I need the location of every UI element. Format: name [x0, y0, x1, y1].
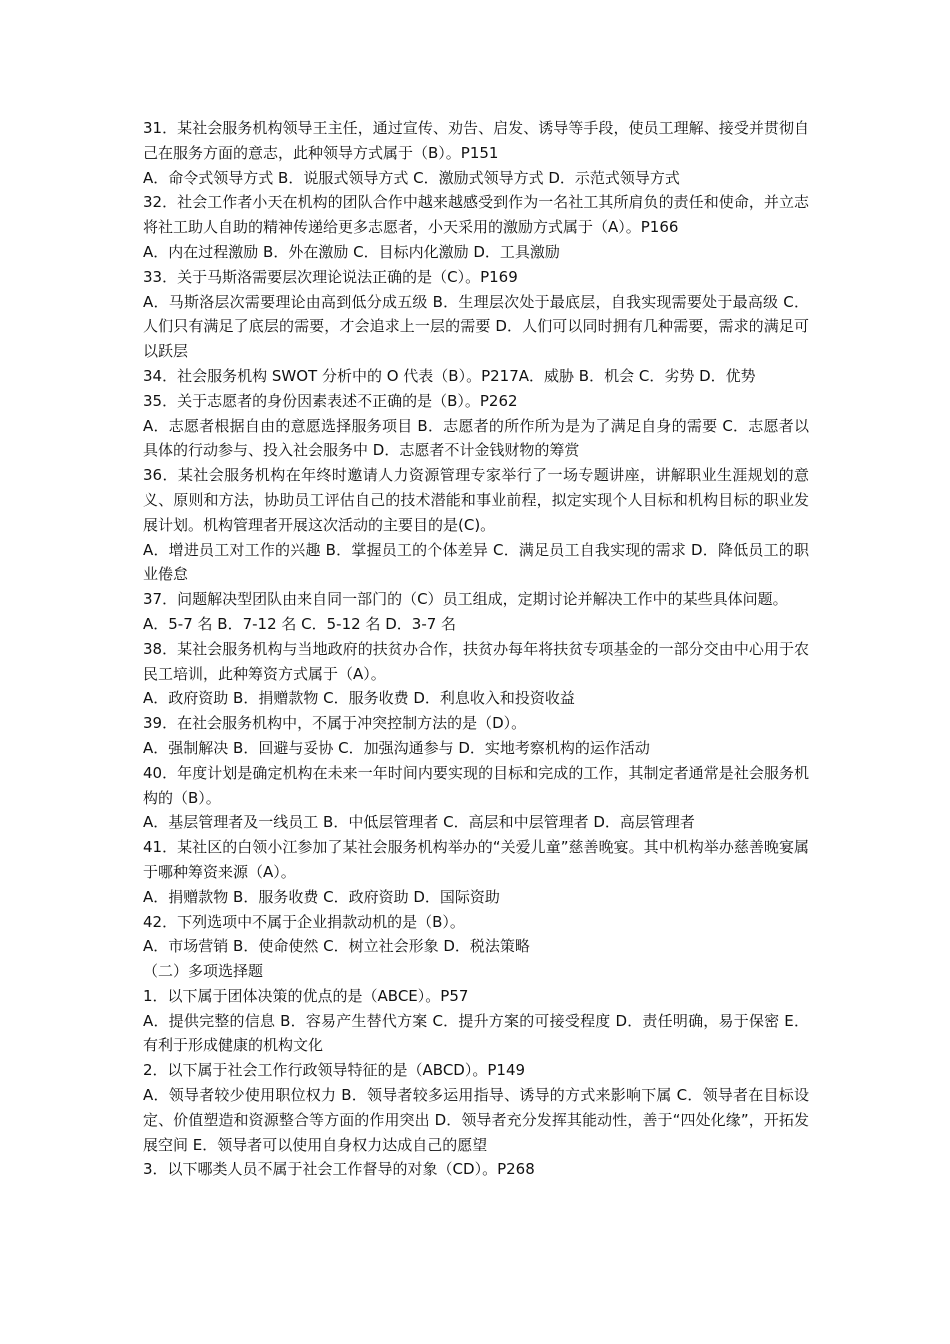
- mc-question-1-options: A．提供完整的信息 B．容易产生替代方案 C．提升方案的可接受程度 D．责任明确，易于保密 E．有利于形成健康的机构文化: [143, 1011, 809, 1055]
- question-33: 33．关于马斯洛需要层次理论说法正确的是（C）。P169: [143, 267, 518, 286]
- question-33-options: A．马斯洛层次需要理论由高到低分成五级 B．生理层次处于最底层，自我实现需要处于最高级 C．人们只有满足了底层的需要，才会追求上一层的需要 D．人们可以同时拥有几种需要，需求的满足可以跃层: [143, 292, 809, 361]
- question-38-options: A．政府资助 B．捐赠款物 C．服务收费 D．利息收入和投资收益: [143, 689, 575, 708]
- mc-question-1: 1．以下属于团体决策的优点的是（ABCE）。P57: [143, 986, 469, 1005]
- question-40: 40．年度计划是确定机构在未来一年时间内要实现的目标和完成的工作，其制定者通常是社会服务机构的（B）。: [143, 763, 809, 807]
- question-42: 42．下列选项中不属于企业捐款动机的是（B）。: [143, 912, 465, 931]
- question-32: 32．社会工作者小天在机构的团队合作中越来越感受到作为一名社工其所肩负的责任和使命，并立志将社工助人自助的精神传递给更多志愿者，小天采用的激励方式属于（A）。P166: [143, 193, 809, 237]
- question-31-options: A．命令式领导方式 B．说服式领导方式 C．激励式领导方式 D．示范式领导方式: [143, 168, 680, 187]
- question-38: 38．某社会服务机构与当地政府的扶贫办合作，扶贫办每年将扶贫专项基金的一部分交由中心用于农民工培训，此种筹资方式属于（A）。: [143, 639, 809, 683]
- question-40-options: A．基层管理者及一线员工 B．中低层管理者 C．高层和中层管理者 D．高层管理者: [143, 813, 695, 832]
- mc-question-2-options: A．领导者较少使用职位权力 B．领导者较多运用指导、诱导的方式来影响下属 C．领导者在目标设定、价值塑造和资源整合等方面的作用突出 D．领导者充分发挥其能动性，善于“四处化缘”，开拓发展空间 E．领导者可以使用自身权力达成自己的愿望: [143, 1086, 809, 1154]
- question-35-options: A．志愿者根据自由的意愿选择服务项目 B．志愿者的所作所为是为了满足自身的需要 C．志愿者以具体的行动参与、投入社会服务中 D．志愿者不计金钱财物的筹赏: [143, 416, 809, 460]
- question-36: 36．某社会服务机构在年终时邀请人力资源管理专家举行了一场专题讲座，讲解职业生涯规划的意义、原则和方法，协助员工评估自己的技术潜能和事业前程，拟定实现个人目标和机构目标的职业发展计划。机构管理者开展这次活动的主要目的是(C)。: [143, 466, 809, 534]
- question-42-options: A．市场营销 B．使命使然 C．树立社会形象 D．税法策略: [143, 937, 530, 956]
- document-body: [143, 116, 809, 1182]
- question-36-options: A．增进员工对工作的兴趣 B．掌握员工的个体差异 C．满足员工自我实现的需求 D．降低员工的职业倦怠: [143, 540, 809, 584]
- question-35: 35．关于志愿者的身份因素表述不正确的是（B）。P262: [143, 391, 518, 410]
- question-37: 37．问题解决型团队由来自同一部门的（C）员工组成，定期讨论并解决工作中的某些具体问题。: [143, 590, 788, 609]
- question-37-options: A．5-7 名 B．7-12 名 C．5-12 名 D．3-7 名: [143, 614, 457, 633]
- question-39: 39．在社会服务机构中，不属于冲突控制方法的是（D）。: [143, 714, 527, 733]
- question-39-options: A．强制解决 B．回避与妥协 C．加强沟通参与 D．实地考察机构的运作活动: [143, 738, 650, 757]
- section-heading-multiple-choice: （二）多项选择题: [143, 962, 264, 981]
- question-41-options: A．捐赠款物 B．服务收费 C．政府资助 D．国际资助: [143, 887, 500, 906]
- question-41: 41．某社区的白领小江参加了某社会服务机构举办的“关爱儿童”慈善晚宴。其中机构举办慈善晚宴属于哪种筹资来源（A）。: [143, 838, 809, 881]
- mc-question-2: 2．以下属于社会工作行政领导特征的是（ABCD）。P149: [143, 1061, 526, 1080]
- question-34: 34．社会服务机构 SWOT 分析中的 O 代表（B）。P217A．威胁 B．机会 C．劣势 D．优势: [143, 366, 756, 385]
- question-32-options: A．内在过程激励 B．外在激励 C．目标内化激励 D．工具激励: [143, 242, 560, 261]
- mc-question-3: 3．以下哪类人员不属于社会工作督导的对象（CD）。P268: [143, 1160, 535, 1179]
- question-31: 31．某社会服务机构领导王主任，通过宣传、劝告、启发、诱导等手段，使员工理解、接受并贯彻自己在服务方面的意志，此种领导方式属于（B）。P151: [143, 119, 809, 162]
